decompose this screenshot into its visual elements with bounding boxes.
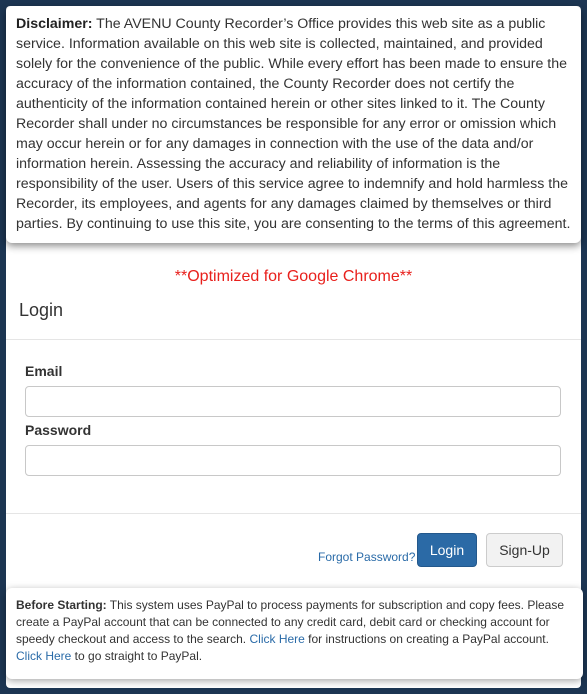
disclaimer-text: The AVENU County Recorder’s Office provides this web site as a public service. Information available on this web site is collected, maintained, and provided solely for the convenience of the public. While every effort has been made to ensure the accuracy of the information contained, the County Recorder does not certify the authenticity of the information contained herein or other sites linked to it. The County Recorder shall under no circumstances be responsible for any error or omission which may occur herein or for any damages in connection with the use of the data and/or information herein. Assessing the accuracy and reliability of information is the responsibility of the user. Users of this service agree to indemnify and hold harmless the Recorder, its employees, and agents for any damages claimed by themselves or third parties. By continuing to use this site, you are consenting to the terms of this agreement.: [16, 16, 571, 232]
before-starting-text-3: to go straight to PayPal.: [71, 649, 203, 663]
footer-divider: [6, 513, 581, 514]
paypal-instructions-link[interactable]: Click Here: [249, 632, 305, 646]
before-starting-lead: Before Starting:: [16, 598, 107, 612]
password-field[interactable]: [25, 445, 561, 476]
password-label: Password: [25, 422, 92, 438]
disclaimer-panel: [6, 6, 581, 243]
forgot-password-link[interactable]: Forgot Password?: [318, 550, 416, 564]
paypal-direct-link[interactable]: Click Here: [16, 649, 72, 663]
before-starting-text-2: for instructions on creating a PayPal account.: [304, 632, 549, 646]
email-field[interactable]: [25, 386, 561, 417]
header-divider: [6, 339, 581, 340]
before-starting-panel: [6, 588, 583, 679]
login-heading: Login: [19, 300, 64, 320]
optimized-notice: **Optimized for Google Chrome**: [174, 268, 413, 285]
before-starting-text-1: This system uses PayPal to process payments for subscription and copy fees. Please create a PayPal account that can be connected to any credit card, debit card or checking account for speedy checkout and access to the search.: [16, 598, 565, 646]
login-button[interactable]: Login: [417, 533, 477, 567]
signup-button[interactable]: Sign-Up: [486, 533, 563, 567]
email-label: Email: [25, 363, 63, 379]
disclaimer-lead: Disclaimer:: [16, 16, 93, 32]
